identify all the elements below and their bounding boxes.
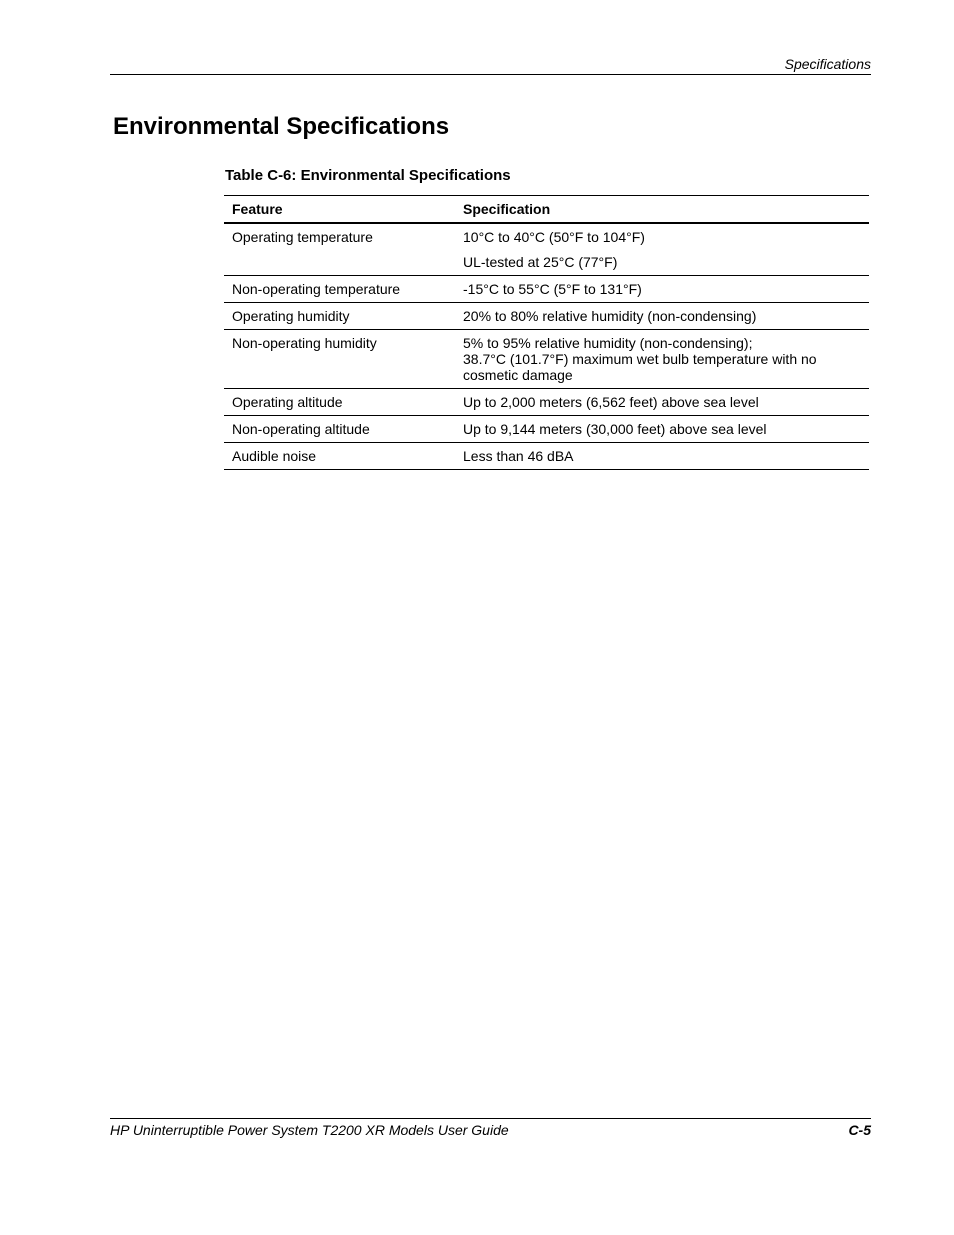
feature-cell: Operating humidity (232, 308, 350, 324)
feature-cell: Non-operating temperature (232, 281, 401, 297)
table-header-row (224, 196, 869, 224)
specification-line: Less than 46 dBA (463, 448, 574, 464)
specification-cell (463, 443, 869, 470)
feature-cell: Operating temperature (232, 229, 373, 245)
column-header-feature: Feature (232, 201, 283, 217)
feature-cell: Audible noise (232, 448, 317, 464)
footer-document-title: HP Uninterruptible Power System T2200 XR Models User Guide (110, 1122, 509, 1138)
specification-line: Up to 9,144 meters (30,000 feet) above sea level (463, 421, 767, 437)
specification-cell (463, 276, 869, 303)
header-section-label: Specifications (784, 56, 871, 72)
feature-cell: Non-operating humidity (232, 335, 377, 351)
running-footer (110, 1118, 871, 1139)
specification-cell (463, 223, 869, 276)
specification-line: -15°C to 55°C (5°F to 131°F) (463, 281, 642, 297)
column-header-specification: Specification (463, 201, 551, 217)
specification-cell (463, 330, 869, 389)
table-row (224, 389, 869, 416)
specification-line: UL-tested at 25°C (77°F) (463, 254, 618, 270)
feature-cell: Non-operating altitude (232, 421, 370, 437)
table-row (224, 330, 869, 389)
specification-cell (463, 416, 869, 443)
table-row (224, 276, 869, 303)
feature-cell: Operating altitude (232, 394, 343, 410)
table-row (224, 416, 869, 443)
table-row (224, 303, 869, 330)
specification-line: 20% to 80% relative humidity (non-condensing) (463, 308, 757, 324)
specification-cell (463, 389, 869, 416)
specification-line: 5% to 95% relative humidity (non-condensing); 38.7°C (101.7°F) maximum wet bulb temperature with no cosmetic damage (463, 335, 817, 383)
page-title: Environmental Specifications (113, 113, 450, 140)
table-row (224, 443, 869, 470)
running-header (110, 55, 871, 75)
footer-page-number: C-5 (848, 1122, 871, 1138)
table-row (224, 223, 869, 276)
specification-line: 10°C to 40°C (50°F to 104°F) (463, 229, 645, 245)
table-caption: Table C-6: Environmental Specifications (225, 167, 511, 184)
specification-line: Up to 2,000 meters (6,562 feet) above sea level (463, 394, 759, 410)
environmental-specifications-table (224, 195, 869, 470)
specification-cell (463, 303, 869, 330)
